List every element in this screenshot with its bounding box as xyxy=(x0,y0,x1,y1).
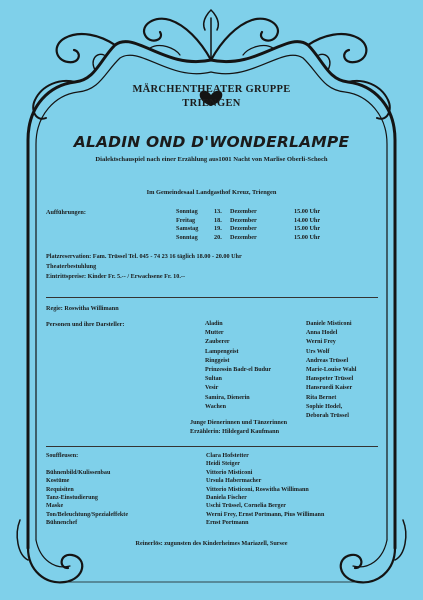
actor-name: Daniele Misticoni xyxy=(306,321,352,327)
crew-name: Heidi Steiger xyxy=(206,461,241,468)
perf-month: Dezember xyxy=(230,216,257,224)
actor-name: Urs Wolf xyxy=(306,348,330,355)
role-name: Samira, Dienerin xyxy=(205,394,250,401)
perf-time: 15.00 Uhr xyxy=(294,208,321,215)
perf-day: Samstag xyxy=(176,225,199,233)
perf-time: 15.00 Uhr xyxy=(294,225,321,233)
actor-name: Marie-Louise Wahl xyxy=(306,366,357,373)
crew-role: Maske xyxy=(46,503,64,510)
divider xyxy=(46,297,378,298)
crew-name: Clara Hofstetter xyxy=(206,453,249,459)
crew-role: Kostüme xyxy=(46,478,70,485)
crew-name: Werni Frey, Ernst Portmann, Pius Willimann xyxy=(206,511,325,518)
role-name: Zauberer xyxy=(205,339,230,346)
actor-name: Werni Frey xyxy=(306,339,336,346)
ticket-prices: Eintrittspreise: Kinder Fr. 5.-- / Erwachsene Fr. 10.-- xyxy=(46,273,186,280)
perf-month: Dezember xyxy=(230,233,257,241)
theater-location: TRIENGEN xyxy=(182,98,241,109)
crew-role: Requisiten xyxy=(46,486,74,493)
performance-row xyxy=(176,208,320,217)
play-title: ALADIN OND D'WONDERLAMPE xyxy=(73,133,350,151)
role-name: Wachen xyxy=(205,403,226,410)
perf-time: 15.00 Uhr xyxy=(294,233,321,241)
actor-name: Hansruedi Kaiser xyxy=(306,385,353,392)
reservation-info: Platzreservation: Fam. Trüssel Tel. 045 - 74 23 16 täglich 18.00 - 20.00 Uhr xyxy=(46,253,242,260)
play-subtitle: Dialektschauspiel nach einer Erzählung aus1001 Nacht von Marlise Oberli-Schoch xyxy=(95,156,328,163)
crew-roles xyxy=(46,452,128,528)
perf-day: Sonntag xyxy=(176,233,198,241)
actor-name: Andreas Trüssel xyxy=(306,357,349,364)
perf-day: Freitag xyxy=(176,216,196,224)
perf-month: Dezember xyxy=(230,225,257,233)
actor-name: Anna Hodel xyxy=(306,330,338,337)
performance-row xyxy=(176,217,320,226)
actor-name: Sophie Hodel, xyxy=(306,403,343,410)
actor-name: Rita Bernet xyxy=(306,394,337,401)
crew-role: Ton/Beleuchtung/Spezialeffekte xyxy=(46,511,129,518)
crew-role: Tanz-Einstudierung xyxy=(46,494,98,501)
perf-day: Sonntag xyxy=(176,208,198,215)
proceeds-note: Reinerlös: zugunsten des Kinderheimes Mariazell, Sursee xyxy=(135,540,288,547)
cast-label: Personen und ihre Darsteller: xyxy=(46,321,125,328)
cast-roles xyxy=(205,320,271,412)
crew-role: Souffleusen: xyxy=(46,453,79,459)
actor-name: Hanspeter Trüssel xyxy=(306,376,354,383)
narrator: Erzählerin: Hildegard Kaufmann xyxy=(190,428,280,435)
perf-date: 18. xyxy=(214,216,222,224)
divider xyxy=(46,446,378,447)
actor-name: Deborah Trüssel xyxy=(306,412,349,419)
venue: Im Gemeindesaal Landgasthof Kreuz, Triengen xyxy=(146,189,277,196)
crew-name: Vittorio Misticoni, Roswitha Willimann xyxy=(206,486,309,493)
crew-name: Uschi Trüssel, Cornelia Berger xyxy=(206,503,286,510)
role-name: Aladin xyxy=(205,321,223,327)
crew-role xyxy=(46,460,128,468)
crew-role: Bühnenbild/Kulissenbau xyxy=(46,469,111,476)
perf-date: 19. xyxy=(214,225,222,233)
crew-name: Ernst Portmann xyxy=(206,520,249,527)
theater-group-name: MÄRCHENTHEATER GRUPPE xyxy=(132,84,291,95)
seating-info: Theaterbestuhlung xyxy=(46,263,97,270)
role-name: Ringgeist xyxy=(205,357,230,364)
crew-role: Bühnenchef xyxy=(46,520,78,527)
role-name: Vesir xyxy=(205,385,219,392)
performance-row xyxy=(176,234,320,243)
dancers: Junge Dienerinnen und Tänzerinnen xyxy=(190,419,288,426)
director: Regie: Roswitha Willimann xyxy=(46,305,119,312)
crew-names xyxy=(206,452,324,528)
role-name: Mutter xyxy=(205,330,224,337)
performances-label: Aufführungen: xyxy=(46,209,86,216)
role-name: Prinzessin Badr-el Budur xyxy=(205,366,272,373)
crew-name: Vittorio Misticoni xyxy=(206,469,253,476)
perf-time: 14.00 Uhr xyxy=(294,216,321,224)
role-name: Sultan xyxy=(205,376,222,383)
perf-date: 13. xyxy=(214,208,222,215)
performance-dates xyxy=(176,208,320,242)
performance-row xyxy=(176,225,320,234)
perf-date: 20. xyxy=(214,233,222,241)
role-name: Lampengeist xyxy=(205,348,239,355)
crew-name: Ursula Habermacher xyxy=(206,478,262,485)
perf-month: Dezember xyxy=(230,208,257,215)
crew-name: Daniela Fischer xyxy=(206,494,247,501)
cast-actors xyxy=(306,320,357,421)
